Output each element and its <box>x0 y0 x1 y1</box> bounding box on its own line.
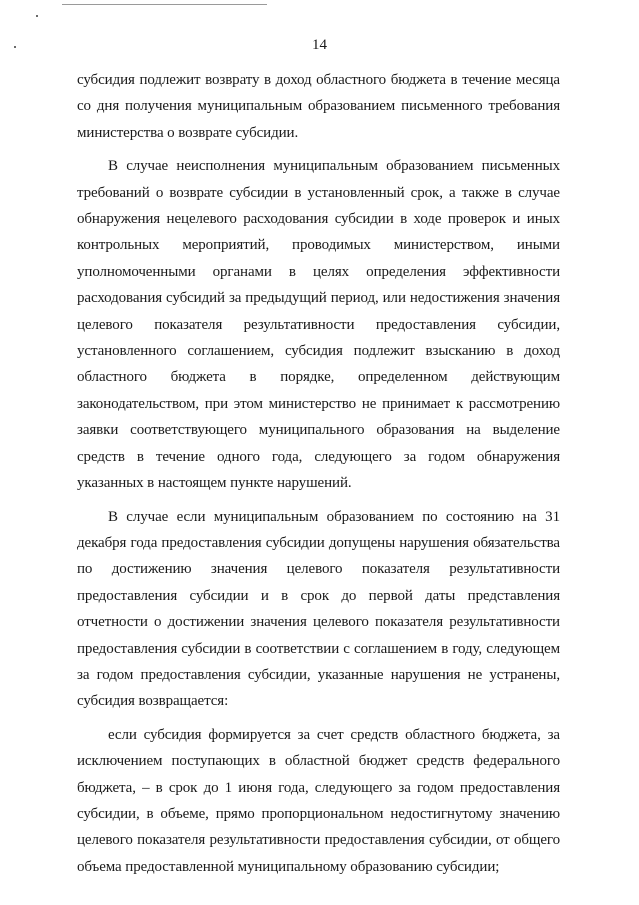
top-border-line <box>62 4 267 5</box>
paragraph-continuation: субсидия подлежит возврату в доход областного бюджета в течение месяца со дня получения муниципальным образованием письменного требования министерства о возврате субсидии. <box>77 72 560 141</box>
page-number: 14 <box>312 37 327 53</box>
paragraph-regional-budget-case: если субсидия формируется за счет средств областного бюджета, за исключением поступающих в областной бюджет средств федерального бюджета, – в срок до 1 июня года, следующего за годом предоставления субсидии, в объеме, прямо пропорциональном недостигнутому значению целевого показателя результативности предоставления субсидии, от общего объема предоставленной муниципальному образованию субсидии; <box>77 726 560 875</box>
paragraph-violations: В случае если муниципальным образованием по состоянию на 31 декабря года предоставления субсидии допущены нарушения обязательства по достижению значения целевого показателя результативности предоставления субсидии и в срок до первой даты представления отчетности о достижении значения целевого показателя результативности предоставления субсидии в соответствии с соглашением в году, следующем за годом предоставления субсидии, указанные нарушения не устранены, субсидия возвращается: <box>77 508 560 710</box>
document-body <box>77 67 560 880</box>
scan-speck <box>36 15 38 17</box>
paragraph-non-fulfillment: В случае неисполнения муниципальным образованием письменных требований о возврате субсидии в установленный срок, а также в случае обнаружения нецелевого расходования субсидии в ходе проверок и иных контрольных мероприятий, проводимых министерством, иными уполномоченными органами в целях определения эффективности расходования субсидий за предыдущий период, или недостижения значения целевого показателя результативности предоставления субсидии, установленного соглашением, субсидия подлежит взысканию в доход областного бюджета в порядке, определенном действующим законодательством, при этом министерство не принимает к рассмотрению заявки соответствующего муниципального образования на выделение средств в течение одного года, следующего за годом обнаружения указанных в настоящем пункте нарушений. <box>77 158 560 492</box>
